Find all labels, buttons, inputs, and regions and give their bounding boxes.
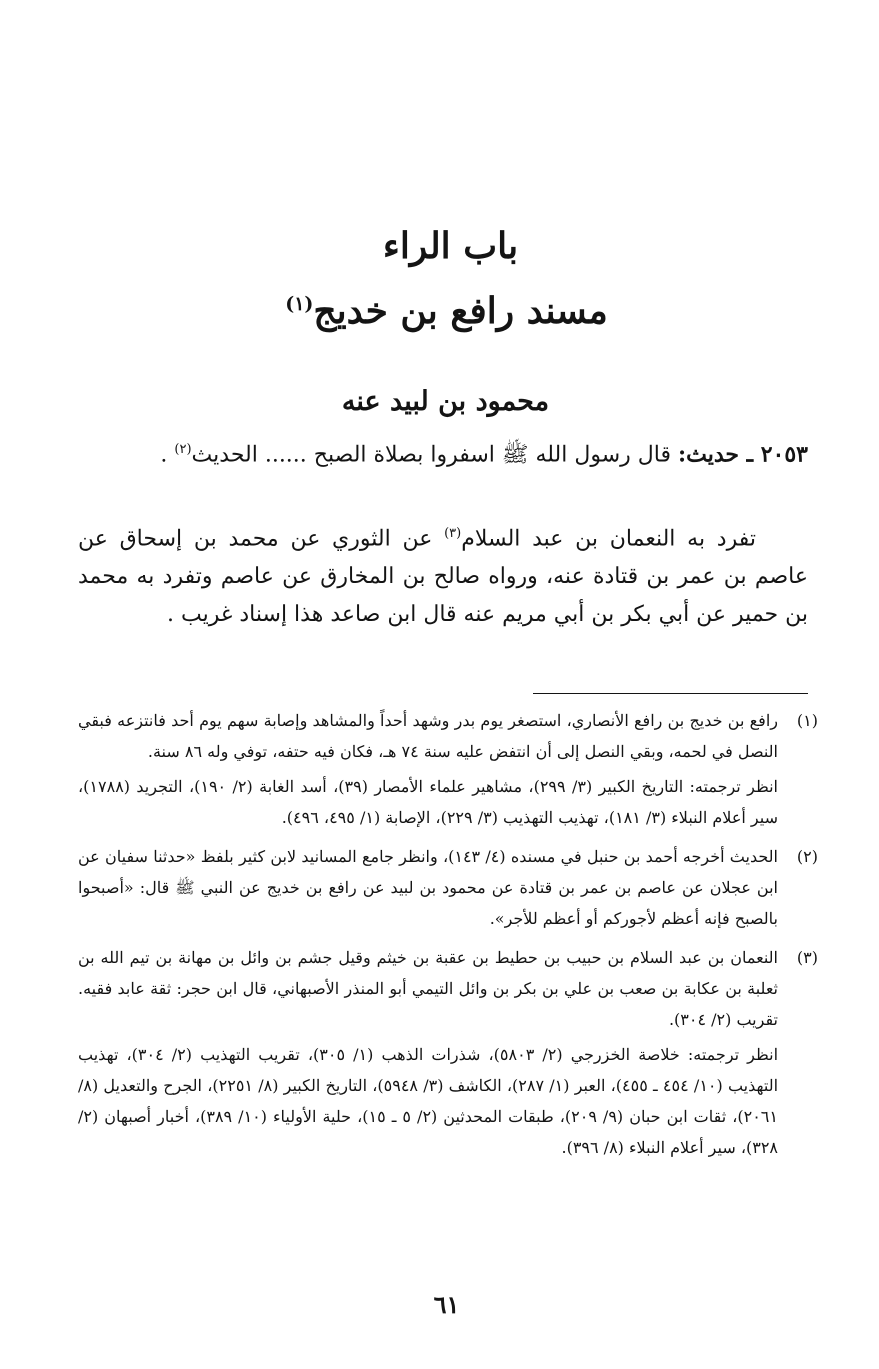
hadith-text: قال رسول الله ﷺ اسفروا بصلاة الصبح ...... الحديث [191,442,671,468]
hadith-end: . [160,442,168,468]
footnote-text: الحديث أخرجه أحمد بن حنبل في مسنده (٤/ ١٤٣)، وانظر جامع المسانيد لابن كثير بلفظ «حدثنا سفيان عن ابن عجلان عن عاصم بن عمر بن قتادة عن محمود بن لبيد عن رافع بن خديج عن النبي ﷺ قال: «أصبحوا بالصبح فإنه أعظم لأجوركم أو أعظم للأجر». [78,847,778,928]
footnote-body [78,841,778,934]
footnote-text: النعمان بن عبد السلام بن حبيب بن حطيط بن عقبة بن خيثم وقيل جشم بن وائل بن مهانة بن تيم الله بن ثعلبة بن عكابة بن صعب بن علي بن بكر بن وائل التيمي أبو المنذر الأصبهاني، قال ابن حجر: ثقة عابد فقيه. تقريب (٢/ ٣٠٤). [78,948,778,1029]
hadith-entry [78,430,808,475]
footnotes [78,705,818,1163]
footnote-text: رافع بن خديج بن رافع الأنصاري، استصغر يوم بدر وشهد أحداً والمشاهد وإصابة سهم يوم أحد فانتزعه فبقي النصل في لحمه، وبقي النصل إلى أن انتفض عليه سنة ٧٤ هـ، فكان فيه حتفه، توفي وله ٨٦ سنة. [78,711,778,761]
footnote [78,942,818,1163]
musnad-title [0,280,879,335]
page-number: ٦١ [433,1290,460,1319]
commentary-text-2: عن الثوري عن محمد بن إسحاق عن عاصم بن عمر بن قتادة عنه، ورواه صالح بن المخارق عن عاصم وتفرد به محمد بن حمير عن أبي بكر بن أبي مريم عنه قال ابن صاعد هذا إسناد غريب . [78,526,808,628]
footnote-marker: (١) [796,711,818,730]
narrator-heading: محمود بن لبيد عنه [341,386,550,417]
footnote-ref: (٣) [444,526,462,541]
footnote-body [78,705,778,833]
footnote-ref: (٢) [174,442,192,457]
footnote [78,705,818,833]
musnad-title-text: مسند رافع بن خديج [313,290,608,332]
footnote-ref: (١) [285,293,314,315]
commentary-text-1: تفرد به النعمان بن عبد السلام [461,526,756,552]
footnote-references: انظر ترجمته: خلاصة الخزرجي (٢/ ٥٨٠٣)، شذرات الذهب (١/ ٣٠٥)، تقريب التهذيب (٢/ ٣٠٤)، تهذيب التهذيب (١٠/ ٤٥٤ ـ ٤٥٥)، العبر (١/ ٢٨٧)، الكاشف (٣/ ٥٩٤٨)، التاريخ الكبير (٨/ ٢٢٥١)، الجرح والتعديل (٨/ ٢٠٦١)، ثقات ابن حبان (٩/ ٢٠٩)، طبقات المحدثين (٢/ ٥ ـ ١٥)، حلية الأولياء (١٠/ ٣٨٩)، أخبار أصبهان (٢/ ٣٢٨)، سير أعلام النبلاء (٨/ ٣٩٦). [78,1045,779,1157]
footnote-divider [533,693,808,694]
hadith-number-label: ٢٠٥٣ ـ حديث: [677,441,808,468]
footnote-references: انظر ترجمته: التاريخ الكبير (٣/ ٢٩٩)، مشاهير علماء الأمصار (٣٩)، أسد الغابة (٢/ ١٩٠)، التجريد (١٧٨٨)، سير أعلام النبلاء (٣/ ١٨١)، تهذيب التهذيب (٣/ ٢٢٩)، الإصابة (١/ ٤٩٥، ٤٩٦). [78,777,778,827]
footnote-marker: (٣) [796,948,818,967]
footnote [78,841,818,934]
chapter-title: باب الراء [382,225,519,267]
footnote-body [78,942,778,1163]
footnote-marker: (٢) [796,847,818,866]
commentary-paragraph [78,515,808,634]
